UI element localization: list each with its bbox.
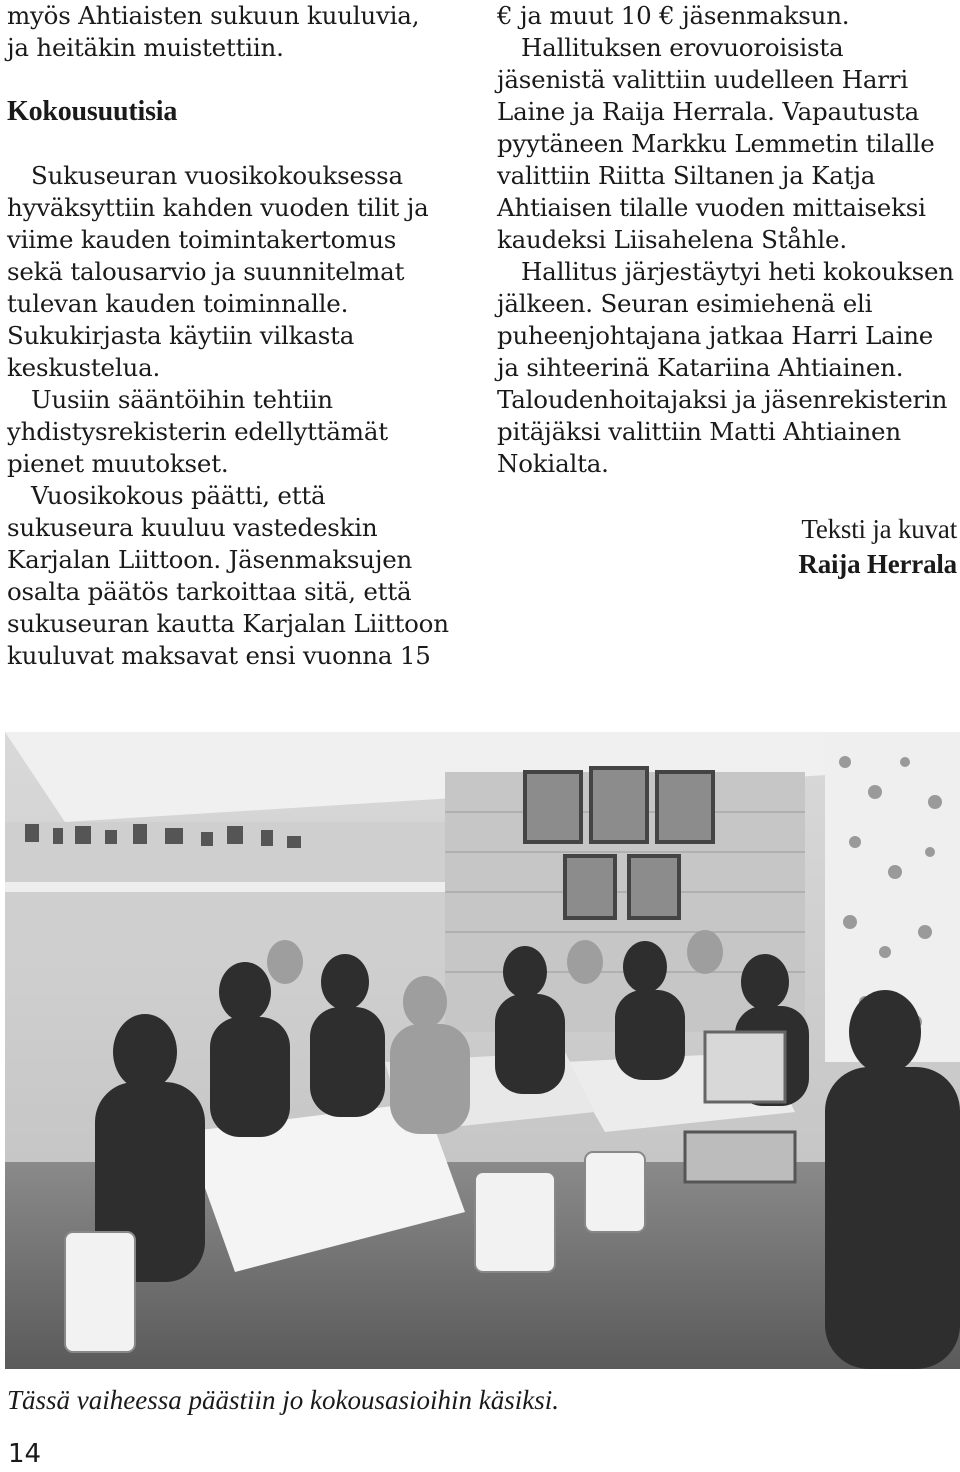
right-column [497,0,957,582]
left-column [7,0,455,672]
byline-author: Raija Herrala [798,549,957,579]
section-heading: Kokousuutisia [7,96,178,127]
meeting-photo [5,732,960,1369]
body-paragraph: Hallitus järjestäytyi heti kokouksen jälkeen. Seuran esimiehenä eli puheenjohtajana jatkaa Harri Laine ja sihteerinä Katariina Ahtiainen. Taloudenhoitajaksi ja jäsenrekisterin pitäjäksi valittiin Matti Ahtiainen Nokialta. [497,257,954,478]
photo-caption: Tässä vaiheessa päästiin jo kokousasioihin käsiksi. [7,1385,559,1415]
byline [497,512,957,582]
body-paragraph: Uusiin sääntöihin tehtiin yhdistysrekisterin edellyttämät pienet muutokset. [7,385,388,478]
body-paragraph: Hallituksen erovuoroisista jäsenistä valittiin uudelleen Harri Laine ja Raija Herrala. Vapautusta pyytäneen Markku Lemmetin tilalle valittiin Riitta Siltanen ja Katja Ahtiaisen tilalle vuoden mittaiseksi kaudeksi Liisahelena Ståhle. [497,33,935,254]
byline-label: Teksti ja kuvat [801,514,957,544]
body-paragraph: Sukuseuran vuosikokouksessa hyväksyttiin kahden vuoden tilit ja viime kauden toimintakertomus sekä talousarvio ja suunnitelmat tulevan kauden toiminnalle. Sukukirjasta käytiin vilkasta keskustelua. [7,161,429,382]
intro-line: ja heitäkin muistettiin. [7,33,284,62]
body-paragraph: Vuosikokous päätti, että sukuseura kuuluu vastedeskin Karjalan Liittoon. Jäsenmaksujen osalta päätös tarkoittaa sitä, että sukuseuran kautta Karjalan Liittoon kuuluvat maksavat ensi vuonna 15 [7,481,449,670]
intro-line: myös Ahtiaisten sukuun kuuluvia, [7,1,420,30]
page-number: 14 [8,1439,42,1469]
body-paragraph: € ja muut 10 € jäsenmaksun. [497,1,850,30]
meeting-photo-illustration [5,732,960,1369]
